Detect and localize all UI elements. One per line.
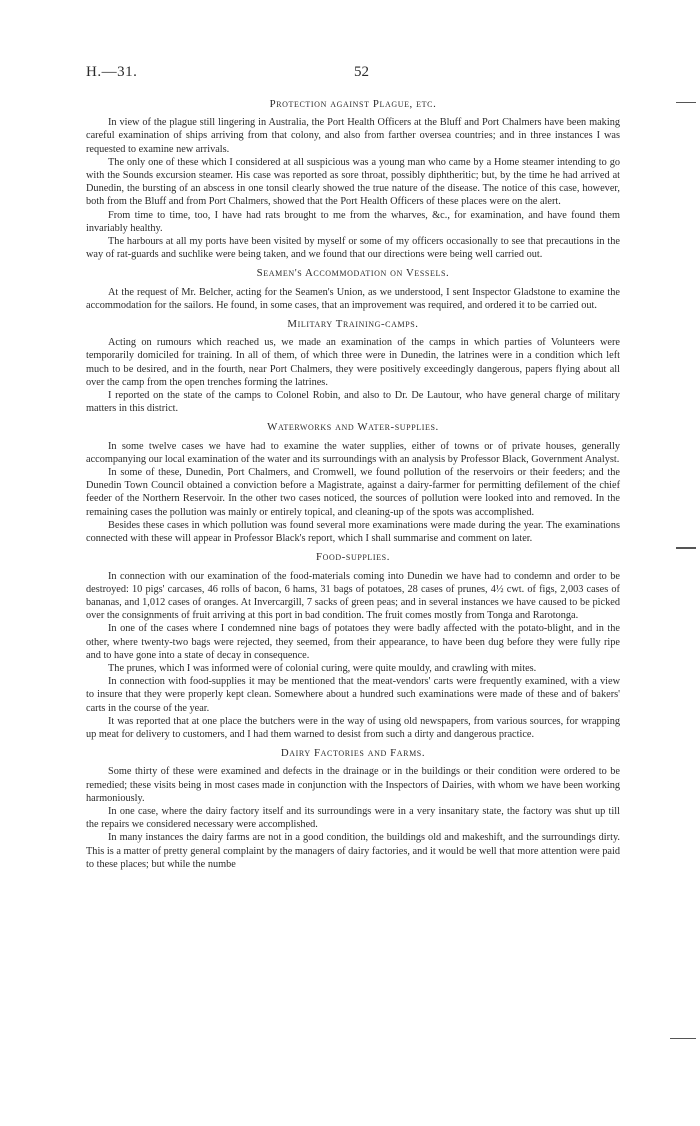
paragraph: In some twelve cases we have had to examine the water supplies, either of towns or of private houses, generally accompanying our local examination of the water and its surroundings with an analysis by Professor Black, Government Analyst.	[86, 440, 620, 465]
paragraph: In one case, where the dairy factory itself and its surroundings were in a very insanitary state, the factory was shut up till the repairs we considered necessary were accomplished.	[86, 805, 620, 831]
section-heading: Dairy Factories and Farms.	[280, 747, 426, 760]
paragraph: In connection with our examination of the food-materials coming into Dunedin we have had to condemn and order to be destroyed: 10 pigs' carcases, 46 rolls of bacon, 6 hams, 31 bags of potatoes, 28 cases of prunes, 4½ cwt. of figs, 2,003 cases of bananas, and 1,012 cases of oranges. At Invercargill, 7 sacks of green peas; and in several instances we have caused to be picked over the consignments of fruit arriving at this port in bad condition. The fruit comes mostly from Tonga and Rarotonga.	[86, 570, 620, 622]
section-dairy-factories	[86, 747, 620, 871]
paragraph: At the request of Mr. Belcher, acting for the Seamen's Union, as we understood, I sent Inspector Gladstone to examine the accommodation for the sailors. He found, in some cases, that an improvement was required, and ordered it to be carried out.	[86, 286, 620, 311]
paragraph: It was reported that at one place the butchers were in the way of using old newspapers, from various sources, for wrapping up meat for delivery to customers, and I had them warned to desist from such a dirty and dangerous practice.	[86, 715, 620, 740]
page-header	[86, 64, 626, 94]
paragraph: In one of the cases where I condemned nine bags of potatoes they were badly affected with the potato-blight, and in the other, where twenty-two bags were rejected, they seemed, from their appearance, to have been dug before they were fully ripe and to have gone into a state of decay in consequence.	[86, 623, 620, 661]
paragraph: From time to time, too, I have had rats brought to me from the wharves, &c., for examination, and have found them invariably healthy.	[86, 209, 620, 234]
section-seamens-accommodation	[86, 267, 620, 312]
document-body	[86, 98, 620, 871]
paragraph: Some thirty of these were examined and defects in the drainage or in the buildings or their condition were ordered to be remedied; these visits being in most cases made in conjunction with the Inspectors of Dairies, with whom we have been working harmoniously.	[86, 766, 620, 804]
section-heading: Military Training-camps.	[287, 318, 419, 331]
section-heading: Seamen's Accommodation on Vessels.	[256, 267, 450, 280]
section-heading: Protection against Plague, etc.	[269, 98, 437, 110]
section-heading: Food-supplies.	[315, 551, 391, 564]
section-plague	[86, 98, 620, 261]
paragraph: In view of the plague still lingering in Australia, the Port Health Officers at the Bluff and Port Chalmers have been making careful examination of ships arriving from that colony, and also from farther oversea countries; and in three instances I was requested to examine new arrivals.	[86, 117, 620, 155]
section-food-supplies	[86, 551, 620, 741]
paragraph: I reported on the state of the camps to Colonel Robin, and also to Dr. De Lautour, who have general charge of military matters in this district.	[86, 390, 620, 415]
paragraph: Acting on rumours which reached us, we made an examination of the camps in which parties of Volunteers were temporarily domiciled for training. In all of them, of which three were in Dunedin, the latrines were in a condition which left much to be desired, and in the fourth, near Port Chalmers, they were positively exceedingly dangerous, papers flying about all over the camp from the open trenches forming the latrines.	[86, 337, 620, 388]
paragraph: In connection with food-supplies it may be mentioned that the meat-vendors' carts were frequently examined, with a view to insure that they were properly kept clean. Somewhere about a hundred such examinations were made of these and of bakers' carts in the course of the year.	[86, 676, 620, 714]
margin-scan-mark	[670, 1038, 696, 1039]
page-number: 52	[354, 64, 369, 80]
paragraph: The harbours at all my ports have been visited by myself or some of my officers occasionally to see that precautions in the way of rat-guards and suchlike were being taken, and we found that our directions were being well carried out.	[86, 236, 620, 261]
section-waterworks	[86, 421, 620, 545]
section-military-camps	[86, 318, 620, 415]
margin-scan-mark	[676, 547, 696, 549]
paragraph: The prunes, which I was informed were of colonial curing, were quite mouldy, and crawling with mites.	[108, 662, 537, 674]
paragraph: The only one of these which I considered at all suspicious was a young man who came by a Home steamer intending to go with the Sounds excursion steamer. His case was reported as sore throat, possibly diphtheritic; but, by the time he had arrived at Dunedin, the bursting of an abscess in one tonsil clearly showed the true nature of the disease. The notice of this case, however, both from the Bluff and from Port Chalmers, showed that the Port Health Officers of these places were on the alert.	[86, 156, 620, 208]
margin-scan-mark	[676, 102, 696, 103]
paragraph: Besides these cases in which pollution was found several more examinations were made during the year. The examinations connected with these will appear in Professor Black's report, which I shall summarise and comment on later.	[86, 519, 620, 545]
paragraph: In many instances the dairy farms are not in a good condition, the buildings old and makeshift, and the surroundings dirty. This is a matter of pretty general complaint by the managers of dairy factories, and it would be well that more attention were paid to these places; but while the numbe	[86, 832, 620, 870]
document-reference: H.—31.	[86, 64, 138, 80]
paragraph: In some of these, Dunedin, Port Chalmers, and Cromwell, we found pollution of the reservoirs or their feeders; and the Dunedin Town Council obtained a conviction before a Magistrate, against a dairy-farmer for permitting defilement of the chief feeder of the Northern Reservoir. In the other two cases noticed, the sources of pollution were looked into and removed. In the remaining cases the pollution was mainly or entirely topical, and cleaning-up of the spots was accomplished.	[86, 467, 620, 518]
section-heading: Waterworks and Water-supplies.	[267, 421, 439, 434]
